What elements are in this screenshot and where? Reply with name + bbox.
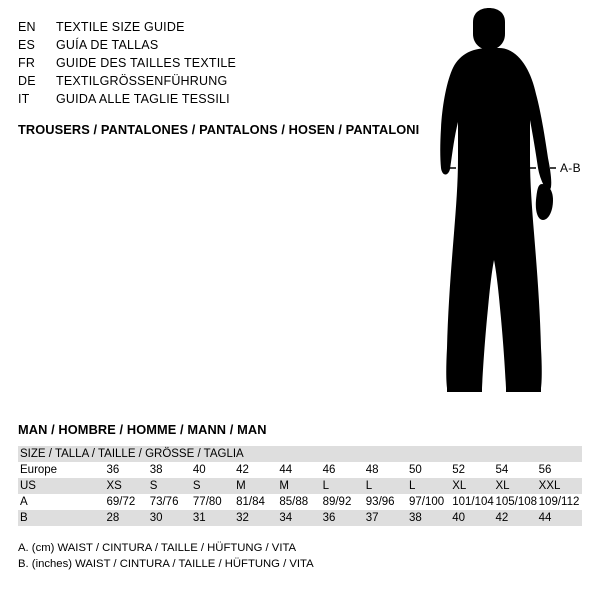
row-label: Europe	[20, 464, 58, 476]
table-cell: 44	[279, 464, 293, 476]
table-row	[18, 510, 582, 526]
table-cell: 105/108	[495, 496, 538, 508]
table-cell: XXL	[538, 480, 561, 492]
footnote-b: B. (inches) WAIST / CINTURA / TAILLE / HÜFTUNG / VITA	[18, 558, 314, 570]
size-table-section	[18, 422, 582, 572]
table-cell: 48	[365, 464, 379, 476]
language-code: IT	[18, 92, 30, 106]
table-cell: 52	[452, 464, 466, 476]
table-row	[18, 462, 582, 478]
language-row	[18, 54, 358, 72]
table-cell: 85/88	[279, 496, 309, 508]
table-cell: 37	[365, 512, 379, 524]
table-cell: 36	[322, 512, 336, 524]
language-row	[18, 90, 358, 108]
table-cell: 42	[236, 464, 249, 476]
table-cell: S	[149, 480, 158, 492]
row-label: SIZE / TALLA / TAILLE / GRÖSSE / TAGLIA	[20, 448, 244, 460]
table-cell: 109/112	[538, 496, 580, 508]
table-cell: XL	[495, 480, 510, 492]
table-cell: 42	[495, 512, 509, 524]
gender-title: MAN / HOMBRE / HOMME / MANN / MAN	[18, 422, 267, 437]
table-row	[18, 446, 582, 462]
table-cell: 101/104	[452, 496, 494, 508]
table-cell: L	[322, 480, 329, 492]
language-row	[18, 36, 358, 54]
table-cell: 44	[538, 512, 552, 524]
figure-illustration	[400, 8, 600, 408]
male-silhouette-icon	[400, 8, 600, 408]
table-cell: XL	[452, 480, 467, 492]
table-cell: 73/76	[149, 496, 179, 508]
table-cell: M	[279, 480, 289, 492]
table-cell: 36	[106, 464, 120, 476]
language-text: GUÍA DE TALLAS	[56, 38, 159, 52]
table-cell: 40	[192, 464, 206, 476]
table-cell: 30	[149, 512, 163, 524]
table-cell: M	[236, 480, 246, 492]
table-cell: XS	[106, 480, 122, 492]
row-label: US	[20, 480, 36, 492]
table-cell: 38	[409, 512, 422, 524]
table-cell: S	[192, 480, 201, 492]
language-text: GUIDE DES TAILLES TEXTILE	[56, 56, 237, 70]
language-row	[18, 18, 358, 36]
table-cell: 31	[192, 512, 206, 524]
row-label: A	[20, 496, 28, 508]
language-code: ES	[18, 38, 36, 52]
table-cell: 89/92	[322, 496, 352, 508]
language-text: GUIDA ALLE TAGLIE TESSILI	[56, 92, 230, 106]
table-cell: 69/72	[106, 496, 136, 508]
size-table	[18, 446, 582, 526]
language-code: FR	[18, 56, 36, 70]
table-cell: 97/100	[409, 496, 445, 508]
row-label: B	[20, 512, 28, 524]
table-cell: 34	[279, 512, 293, 524]
product-title: TROUSERS / PANTALONES / PANTALONS / HOSEN / PANTALONI	[18, 122, 420, 137]
table-row	[18, 478, 582, 494]
language-text: TEXTILE SIZE GUIDE	[56, 20, 185, 34]
table-cell: 40	[452, 512, 466, 524]
measure-label-ab: A-B	[560, 161, 581, 175]
table-row	[18, 494, 582, 510]
footnotes	[18, 540, 582, 572]
language-text: TEXTILGRÖSSENFÜHRUNG	[56, 74, 228, 88]
language-code: EN	[18, 20, 36, 34]
footnote-a: A. (cm) WAIST / CINTURA / TAILLE / HÜFTUNG / VITA	[18, 542, 297, 554]
table-cell: L	[365, 480, 373, 492]
table-cell: 77/80	[192, 496, 222, 508]
table-cell: L	[409, 480, 416, 492]
table-cell: 81/84	[236, 496, 265, 508]
table-cell: 46	[322, 464, 336, 476]
table-cell: 50	[409, 464, 422, 476]
language-row	[18, 72, 358, 90]
table-cell: 32	[236, 512, 249, 524]
table-cell: 56	[538, 464, 552, 476]
language-list	[18, 18, 358, 108]
table-cell: 28	[106, 512, 120, 524]
table-cell: 93/96	[365, 496, 395, 508]
table-cell: 38	[149, 464, 163, 476]
language-code: DE	[18, 74, 36, 88]
table-cell: 54	[495, 464, 509, 476]
